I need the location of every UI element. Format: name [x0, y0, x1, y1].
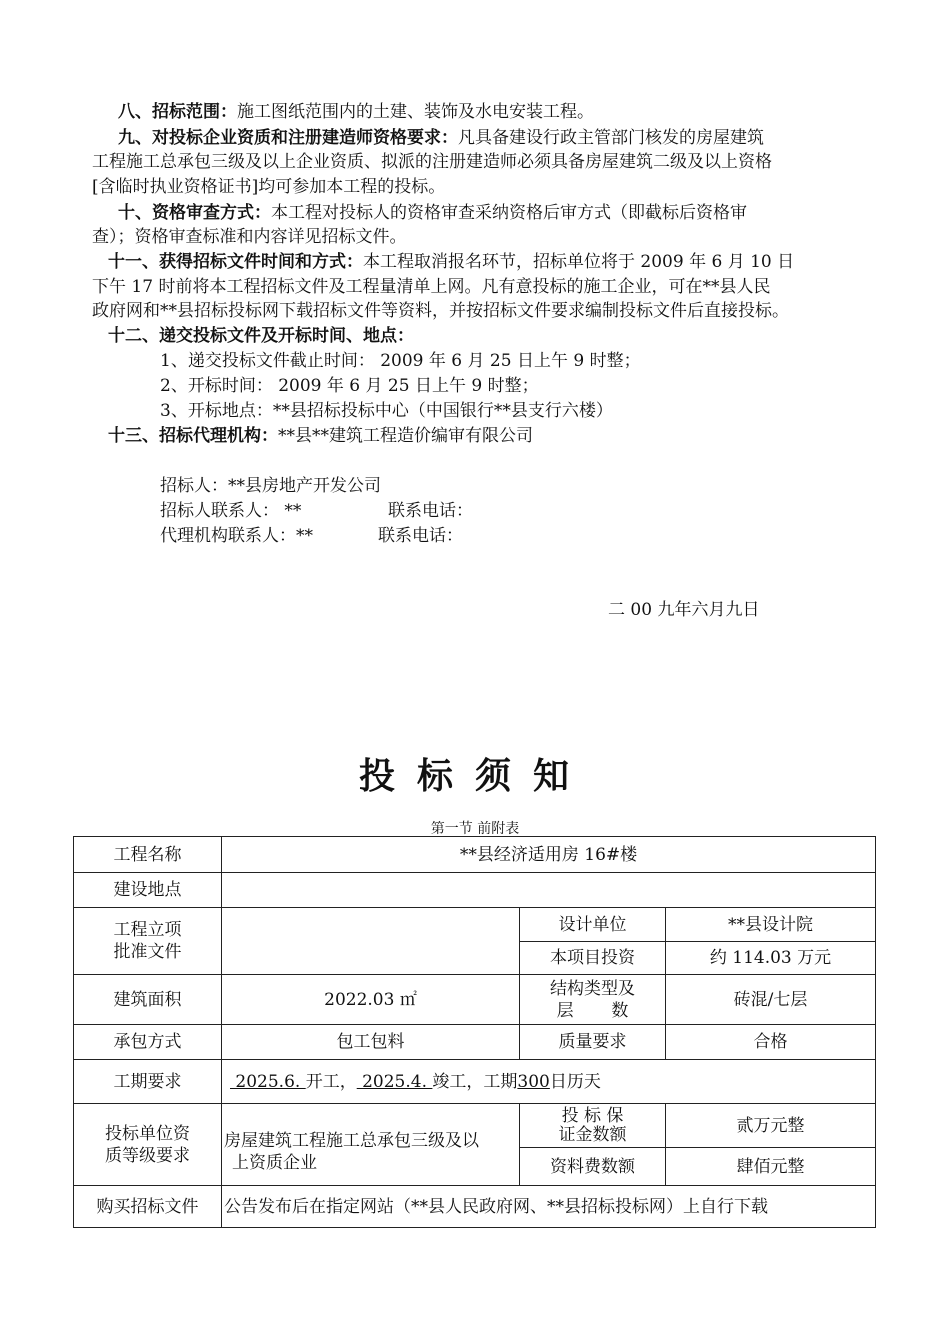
section-caption: 第一节 前附表: [430, 821, 520, 837]
structure-label-a: 结构类型及: [550, 978, 635, 999]
notice-date: 二 00 九年六月九日: [608, 600, 760, 620]
item-9-head: 九、对投标企业资质和注册建造师资格要求：: [118, 128, 458, 148]
item-13-head: 十三、招标代理机构：: [108, 426, 278, 446]
table-row: [74, 1104, 876, 1148]
approval-label-b: 批准文件: [113, 942, 182, 962]
schedule-label: 工期要求: [74, 1060, 222, 1104]
structure-label-b: 层 数: [556, 1000, 629, 1021]
front-table: [73, 836, 876, 1228]
qualification-value-b: 上资质企业: [232, 1153, 317, 1173]
item-10-line-2: 查）；资格审查标准和内容详见招标文件。: [92, 227, 407, 247]
location-label: 建设地点: [74, 873, 222, 908]
design-unit-label: 设计单位: [520, 908, 666, 942]
table-row: [74, 873, 876, 908]
purchase-value: 公告发布后在指定网站（**县人民政府网、**县招标投标网）上自行下载: [222, 1186, 876, 1228]
qualification-value-a: 房屋建筑工程施工总承包三级及以: [224, 1131, 479, 1151]
project-name-value: **县经济适用房 16#楼: [222, 837, 876, 873]
item-11-line-3: 政府网和**县招标投标网下载招标文件等资料，并按招标文件要求编制投标文件后直接投标。: [92, 301, 789, 321]
agency-contact: 代理机构联系人：**: [160, 526, 313, 546]
item-11-head: 十一、获得招标文件时间和方式：: [108, 252, 363, 272]
approval-label: [74, 908, 222, 975]
qualification-label-a: 投标单位资: [105, 1123, 190, 1144]
fee-label: 资料费数额: [520, 1148, 666, 1186]
design-unit-value: **县设计院: [666, 908, 876, 942]
item-8: [118, 100, 594, 124]
investment-value: 约 114.03 万元: [666, 942, 876, 975]
item-11-line-1: [108, 250, 794, 274]
item-9-line-2: 工程施工总承包三级及以上企业资质、拟派的注册建造师必须具备房屋建筑二级及以上资格: [92, 152, 772, 172]
table-row: [74, 837, 876, 873]
quality-value: 合格: [666, 1025, 876, 1060]
bond-value: 贰万元整: [666, 1104, 876, 1148]
purchase-label: 购买招标文件: [74, 1186, 222, 1228]
bond-label-b: 证金数额: [558, 1124, 627, 1145]
project-name-label: 工程名称: [74, 837, 222, 873]
item-8-text: 施工图纸范围内的土建、装饰及水电安装工程。: [237, 102, 594, 122]
table-row: [74, 975, 876, 1025]
schedule-value: [222, 1060, 876, 1104]
agency-phone: 联系电话：: [378, 526, 463, 546]
table-row: [74, 908, 876, 942]
bond-label: [520, 1104, 666, 1148]
item-9-line-3: [含临时执业资格证书]均可参加本工程的投标。: [92, 177, 446, 197]
tenderer: 招标人：**县房地产开发公司: [160, 476, 381, 496]
item-9-text-1: 凡具备建设行政主管部门核发的房屋建筑: [458, 128, 764, 148]
approval-label-a: 工程立项: [113, 920, 182, 940]
bond-label-a: 投 标 保: [561, 1105, 624, 1126]
structure-label: [520, 975, 666, 1025]
schedule-start-text: 开工，: [305, 1071, 357, 1092]
item-12-sub-1: 1、递交投标文件截止时间： 2009 年 6 月 25 日上午 9 时整；: [160, 351, 641, 371]
item-10-head: 十、资格审查方式：: [118, 203, 271, 223]
item-8-head: 八、招标范围：: [118, 102, 237, 122]
schedule-end: 2025.4.: [356, 1071, 433, 1092]
item-12-sub-3: 3、开标地点：**县招标投标中心（中国银行**县支行六楼）: [160, 401, 613, 421]
item-9-line-1: [118, 126, 764, 150]
item-13-text: **县**建筑工程造价编审有限公司: [278, 426, 533, 446]
qualification-label-b: 质等级要求: [105, 1145, 190, 1166]
qualification-value: [222, 1104, 520, 1186]
schedule-days: 300: [517, 1071, 550, 1092]
tenderer-phone: 联系电话：: [388, 501, 473, 521]
qualification-label: [74, 1104, 222, 1186]
schedule-end-text: 竣工，工期: [432, 1071, 518, 1092]
table-row: [74, 1025, 876, 1060]
area-value: 2022.03 ㎡: [222, 975, 520, 1025]
page-title: 投标须知: [358, 755, 591, 797]
location-value: [222, 873, 876, 908]
tenderer-contact: 招标人联系人： **: [160, 501, 302, 521]
item-11-line-2: 下午 17 时前将本工程招标文件及工程量清单上网。凡有意投标的施工企业，可在**县人民: [92, 277, 771, 297]
item-11-text-1: 本工程取消报名环节，招标单位将于 2009 年 6 月 10 日: [363, 252, 795, 272]
schedule-days-text: 日历天: [549, 1071, 601, 1092]
table-row: [74, 1186, 876, 1228]
schedule-start: 2025.6.: [230, 1071, 306, 1092]
contract-value: 包工包料: [222, 1025, 520, 1060]
approval-value: [222, 908, 520, 975]
contract-label: 承包方式: [74, 1025, 222, 1060]
quality-label: 质量要求: [520, 1025, 666, 1060]
item-10-text-1: 本工程对投标人的资格审查采纳资格后审方式（即截标后资格审: [271, 203, 747, 223]
fee-value: 肆佰元整: [666, 1148, 876, 1186]
table-row: [74, 1060, 876, 1104]
item-12-head: 十二、递交投标文件及开标时间、地点：: [108, 326, 414, 346]
item-10-line-1: [118, 201, 747, 225]
investment-label: 本项目投资: [520, 942, 666, 975]
structure-value: 砖混/七层: [666, 975, 876, 1025]
area-label: 建筑面积: [74, 975, 222, 1025]
item-13: [108, 424, 533, 448]
item-12-sub-2: 2、开标时间： 2009 年 6 月 25 日上午 9 时整；: [160, 376, 539, 396]
